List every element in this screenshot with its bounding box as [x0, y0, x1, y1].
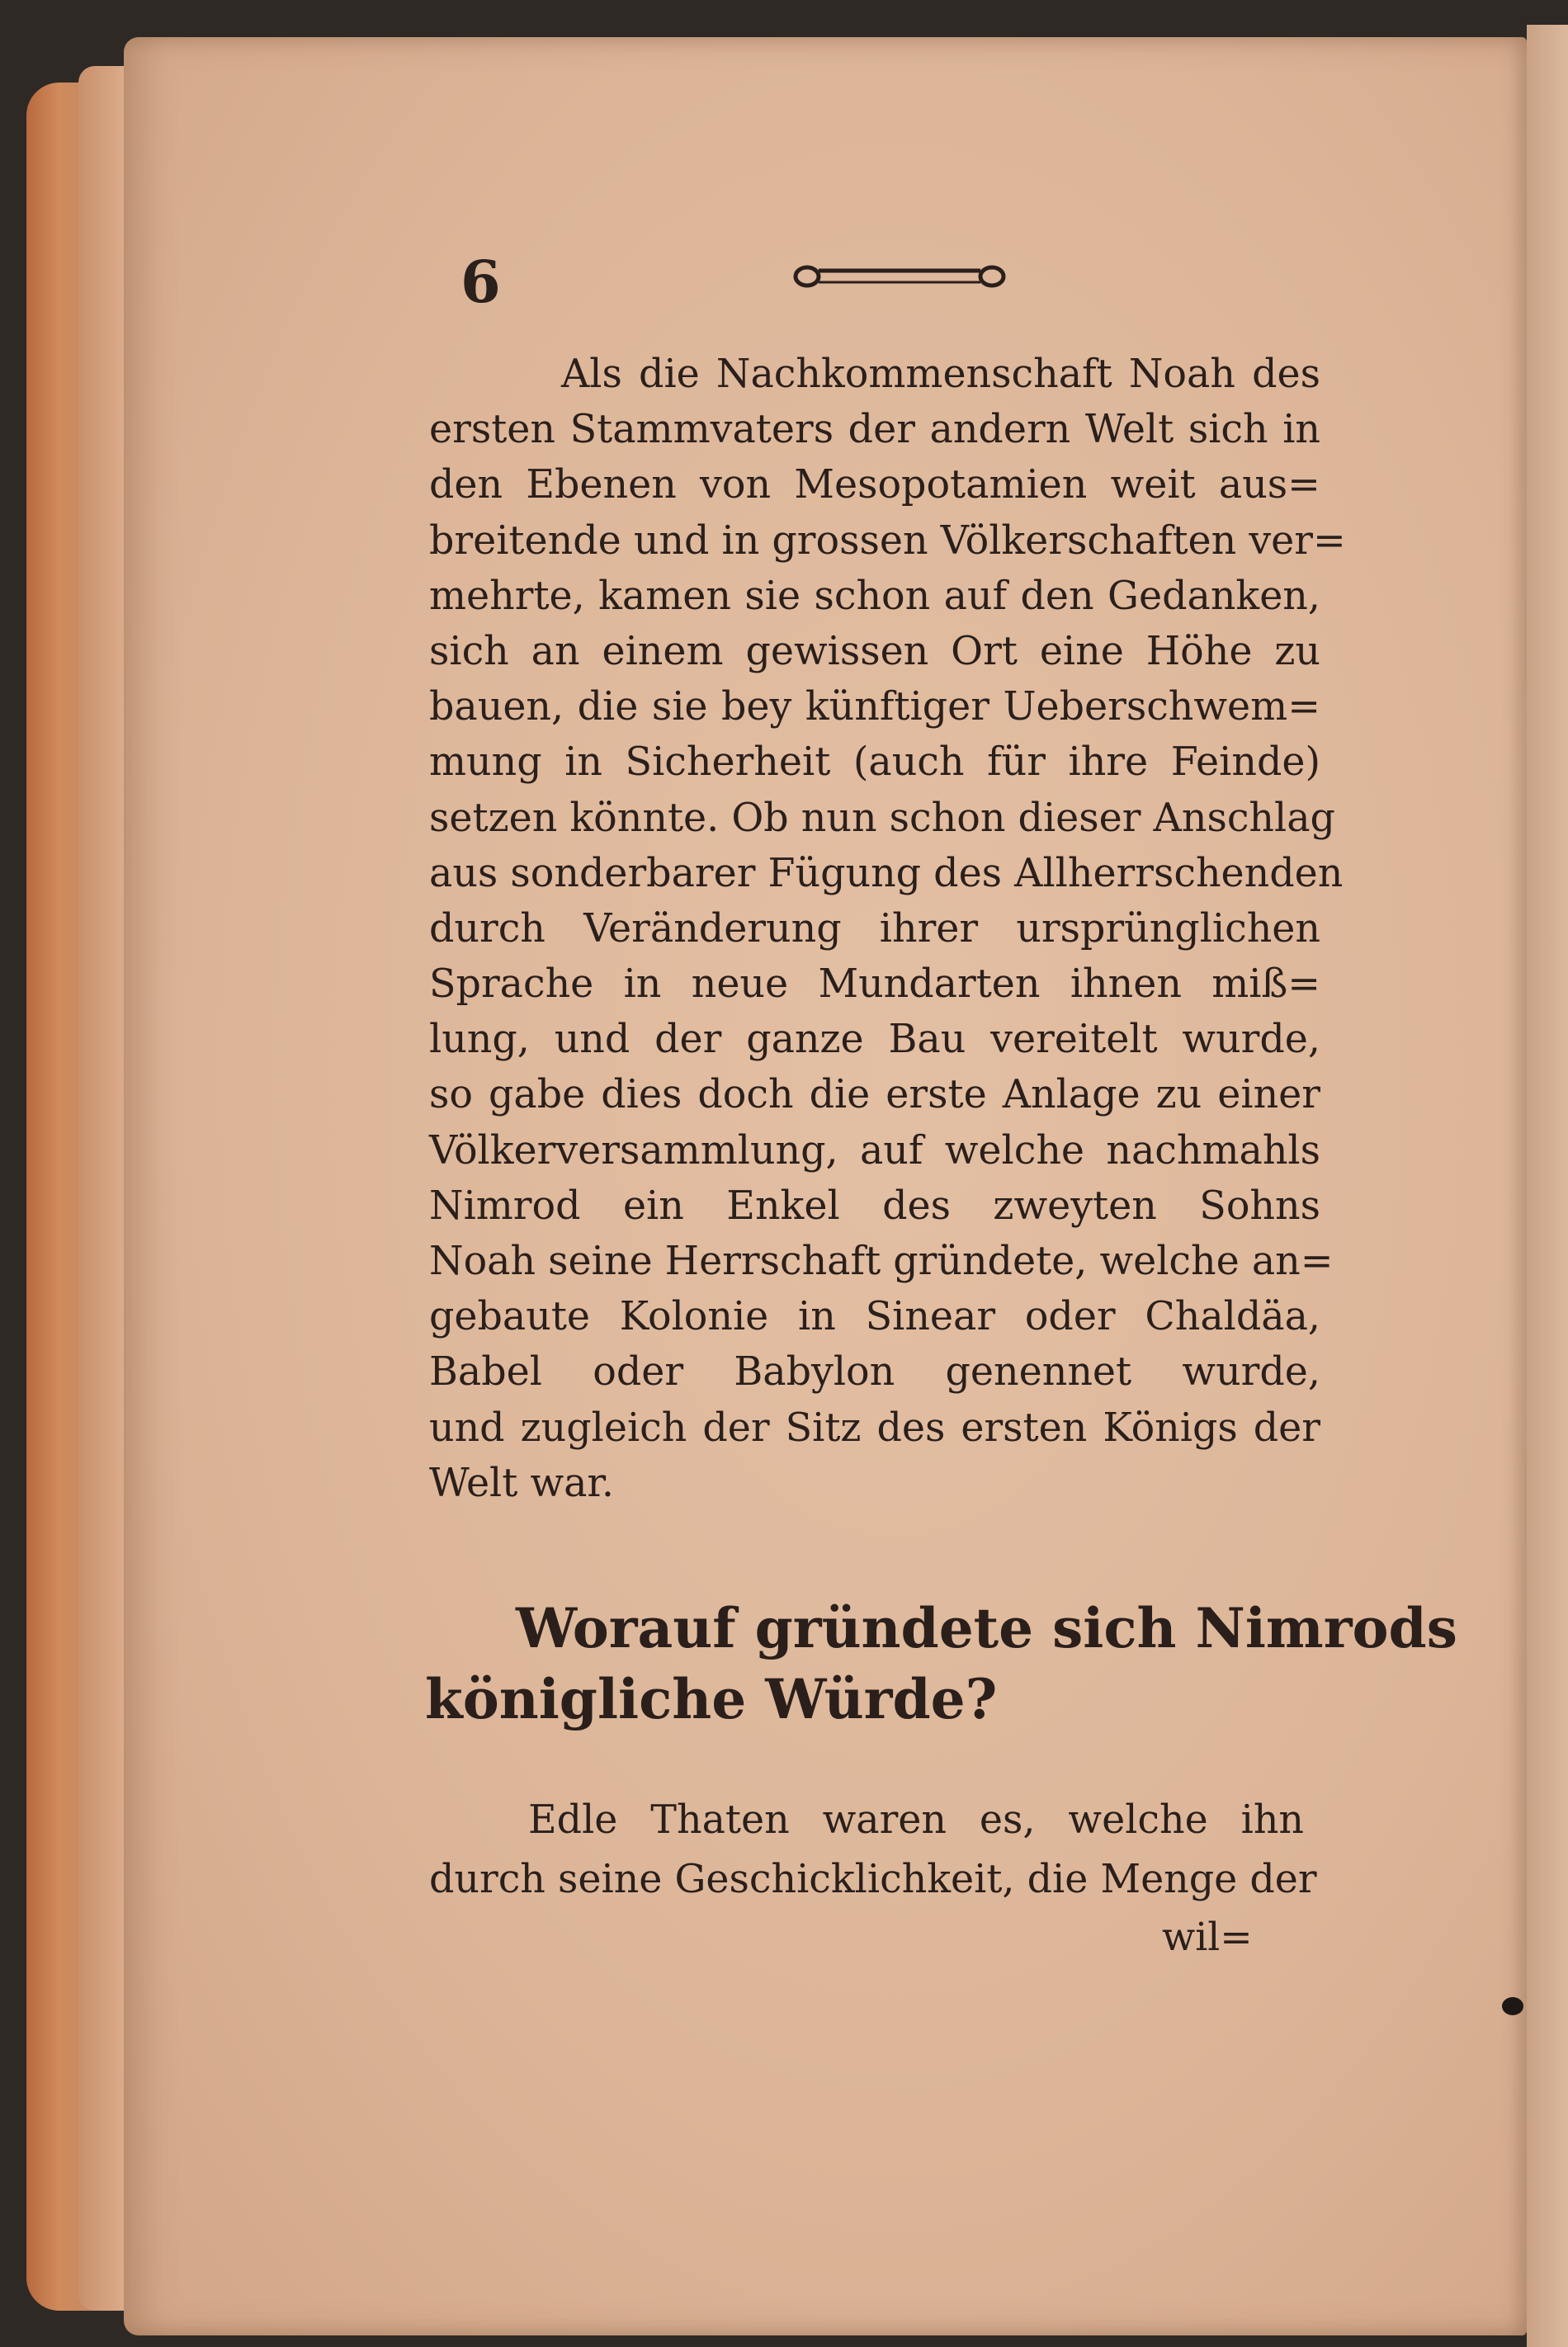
- text-line: durch Veränderung ihrer ursprünglichen: [429, 905, 1320, 952]
- text-line: mung in Sicherheit (auch für ihre Feinde): [429, 739, 1320, 786]
- paragraph-1: [429, 347, 1346, 1511]
- text-line: Welt war.: [429, 1460, 615, 1506]
- section-heading: [425, 1593, 1457, 1735]
- text-line: aus sonderbarer Fügung des Allherrschenden: [429, 850, 1344, 896]
- text-line: breitende und in grossen Völkerschaften ver=: [429, 517, 1346, 564]
- paragraph-2: [429, 1791, 1317, 1910]
- header-ornament: [792, 256, 1007, 297]
- heading-line: Worauf gründete sich Nimrods: [516, 1596, 1457, 1660]
- text-line: Völkerversammlung, auf welche nachmahls: [429, 1127, 1320, 1174]
- catchword: wil=: [1162, 1915, 1253, 1960]
- text-line: Edle Thaten waren es, welche ihn: [528, 1797, 1304, 1843]
- text-line: den Ebenen von Mesopotamien weit aus=: [429, 462, 1320, 508]
- text-line: durch seine Geschicklichkeit, die Menge der: [429, 1857, 1317, 1902]
- text-line: Nimrod ein Enkel des zweyten Sohns: [429, 1183, 1320, 1229]
- page-number: 6: [460, 248, 501, 316]
- heading-line: königliche Würde?: [425, 1667, 998, 1731]
- facing-page-edge: [1527, 25, 1568, 2347]
- text-line: lung, und der ganze Bau vereitelt wurde,: [429, 1017, 1320, 1063]
- binding-hole: [1502, 1997, 1523, 2015]
- text-line: ersten Stammvaters der andern Welt sich in: [429, 407, 1320, 453]
- text-line: gebaute Kolonie in Sinear oder Chaldäa,: [429, 1294, 1320, 1340]
- text-line: setzen könnte. Ob nun schon dieser Anschlag: [429, 795, 1335, 841]
- text-line: Als die Nachkommenschaft Noah des: [561, 352, 1320, 397]
- text-line: mehrte, kamen sie schon auf den Gedanken,: [429, 573, 1320, 619]
- text-line: und zugleich der Sitz des ersten Königs der: [429, 1405, 1320, 1451]
- text-line: sich an einem gewissen Ort eine Höhe zu: [429, 628, 1320, 674]
- text-line: Sprache in neue Mundarten ihnen miß=: [429, 961, 1320, 1008]
- text-line: Babel oder Babylon genennet wurde,: [429, 1349, 1320, 1395]
- text-line: bauen, die sie bey künftiger Ueberschwem=: [429, 684, 1320, 730]
- text-line: Noah seine Herrschaft gründete, welche an=: [429, 1239, 1334, 1284]
- text-line: so gabe dies doch die erste Anlage zu einer: [429, 1072, 1320, 1118]
